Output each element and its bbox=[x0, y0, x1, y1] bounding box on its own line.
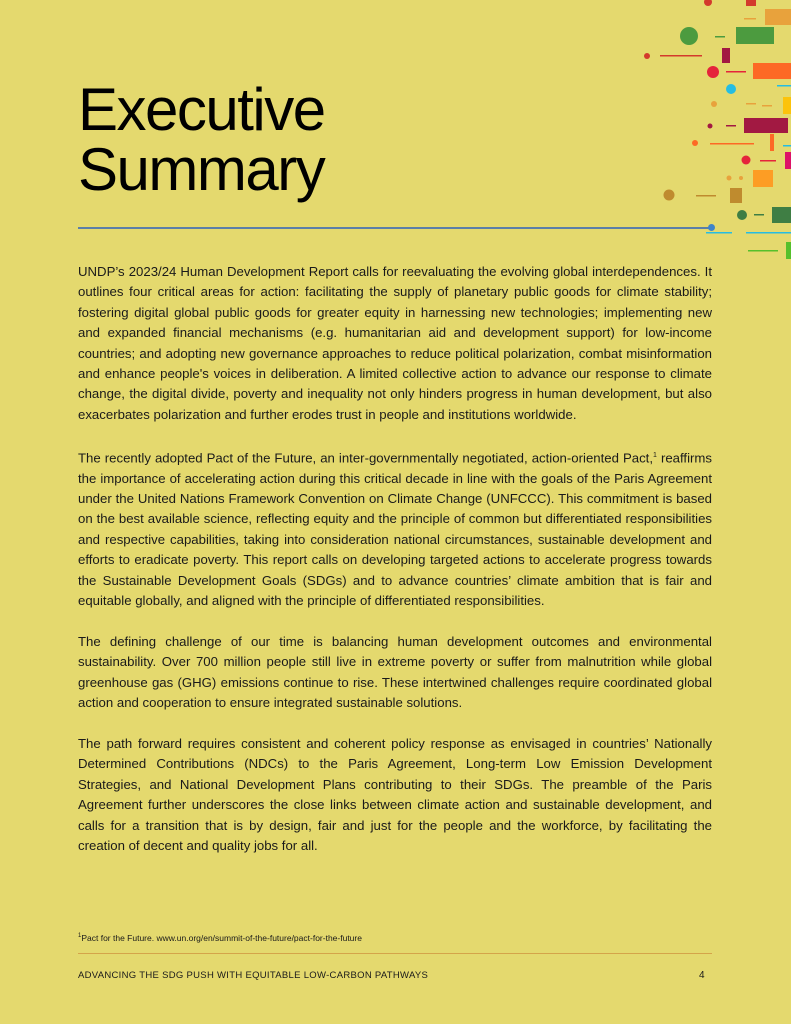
footnote-marker: 1 bbox=[78, 933, 82, 939]
paragraph-4: The path forward requires consistent and coherent policy response as envisaged in countries’ Nationally Determined Contributions (NDCs) to the Paris Agreement, Long-term Low Emission Development Strategies, and National Development Plans contributing to their SDGs. The preamble of the Paris Agreement further underscores the close links between climate action and sustainable development, and calls for a transition that is by design, fair and just for the people and the workforce, by facilitating the creation of decent and quality jobs for all. bbox=[78, 736, 712, 854]
footnote bbox=[78, 931, 362, 944]
page-title bbox=[78, 76, 325, 203]
paragraph-1: UNDP’s 2023/24 Human Development Report calls for reevaluating the evolving global interdependences. It outlines four critical areas for action: facilitating the supply of planetary public goods for climate stability; fostering digital global public goods for greater equity in harnessing new technologies; implementing new and expanded financial mechanisms (e.g. humanitarian aid and development support) for low-income countries; and adopting new governance approaches to reduce political polarization, combat misinformation and enhance people's voices in deliberation. A limited collective action to advance our response to climate change, the digital divide, poverty and inequality not only hinders progress in human development, but also exacerbates polarization and further erodes trust in people and institutions worldwide. bbox=[78, 264, 712, 422]
paragraph-2-part-3: This commitment is based on the best available science, reflecting equity and the principle of common but differentiated responsibilities and respective capabilities, taking into consideration national circumstances, sustainable development and efforts to eradicate poverty. This report calls on developing targeted actions to accelerate progress towards the Sustainable Development Goals (SDGs) and to advance countries’ climate ambition that is fair and equitable globally, and aligned with the principle of differentiated responsibilities. bbox=[78, 490, 712, 608]
paragraph-2-part-1: The recently adopted Pact of the Future, an inter-governmentally negotiated, action-oriented Pact, bbox=[78, 450, 654, 466]
footnote-text: Pact for the Future. www.un.org/en/summit-of-the-future/pact-for-the-future bbox=[81, 932, 362, 943]
footer-divider bbox=[78, 953, 712, 954]
paragraph-3: The defining challenge of our time is balancing human development outcomes and environmental sustainability. Over 700 million people still live in extreme poverty or suffer from malnutrition while global greenhouse gas (GHG) emissions continue to rise. These intertwined challenges require coordinated global action and cooperation to ensure integrated sustainable solutions. bbox=[78, 633, 712, 711]
paragraph-2 bbox=[78, 446, 712, 612]
title-line-2: Summary bbox=[78, 136, 325, 203]
footnote-reference: 1 bbox=[653, 451, 657, 459]
page-number: 4 bbox=[699, 970, 705, 981]
footer-title: ADVANCING THE SDG PUSH WITH EQUITABLE LOW-CARBON PATHWAYS bbox=[78, 970, 429, 981]
title-line-1: Executive bbox=[78, 76, 325, 143]
title-divider bbox=[78, 227, 710, 229]
decorative-sdg-graphic bbox=[640, 0, 791, 270]
paragraph-2-part-2: reaffirms the importance of accelerating action during this critical decade in line with the goals of the Paris Agreement under the United Nations Framework Convention on Climate Change (UNFCCC). bbox=[78, 450, 712, 506]
divider-dot bbox=[708, 224, 715, 231]
body-text bbox=[78, 262, 712, 877]
